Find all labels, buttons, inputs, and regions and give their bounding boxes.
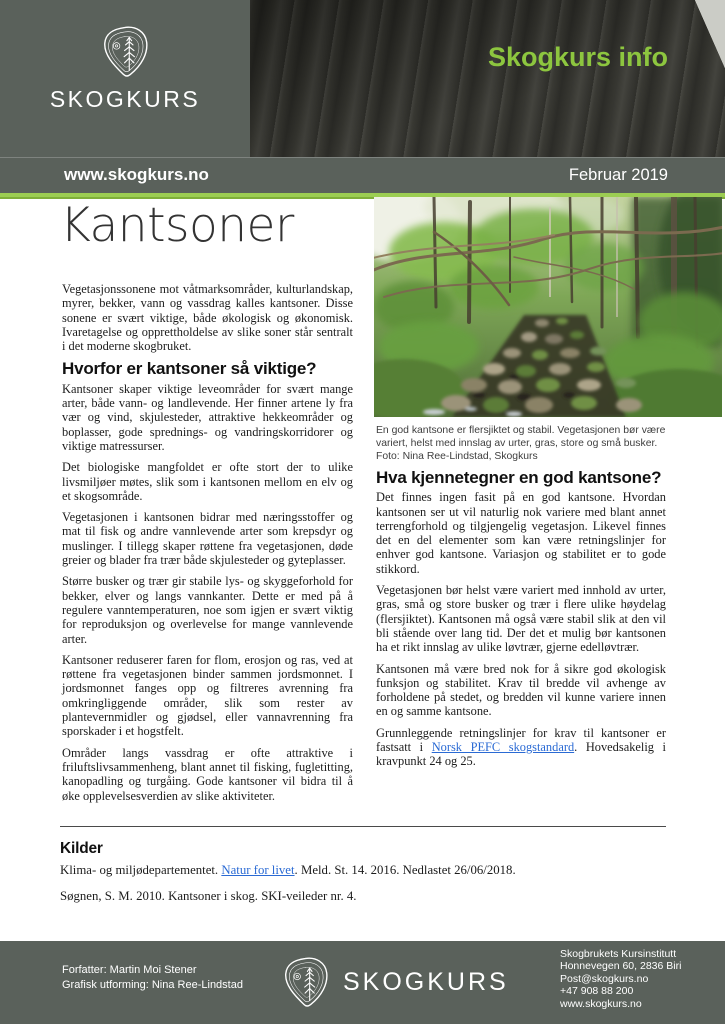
photo-caption: En god kantsone er flersjiktet og stabil. Vegetasjonen bør være variert, helst med innslag av urter, gras, store og små busker. Foto: Nina Ree-Lindstad, Skogkurs xyxy=(376,425,666,462)
pefc-standard-link[interactable]: Norsk PEFC skogstandard xyxy=(431,740,575,755)
newsletter-name: Skogkurs info xyxy=(487,42,668,72)
left-heading: Hvorfor er kantsoner så viktige? xyxy=(62,359,317,379)
wood-corner-highlight xyxy=(695,0,725,68)
contact-line: Skogbrukets Kursinstitutt xyxy=(560,948,677,960)
footer-logo-block xyxy=(283,941,509,1024)
footer-contact xyxy=(560,948,681,1010)
text-run: . Meld. St. 14. 2016. Nedlastet 26/06/2018. xyxy=(294,863,516,877)
paragraph: Større busker og trær gir stabile lys- og skyggeforhold for bekker, elver og langs vannkanter. Dette er med på å regulere vanntemperaturen, noe som igjen er svært viktig for reproduksjon og overlevelse for mange vannlevende arter. xyxy=(62,574,353,646)
issue-date: Februar 2019 xyxy=(568,166,668,184)
header-wood-texture xyxy=(250,0,725,157)
paragraph: Kantsoner reduserer faren for flom, erosjon og ras, ved at røttene fra vegetasjonen binder sammen jordsmonnet. I jordsmonnet fanges opp og filtreres avrenning fra omkringliggende områder, slik som rester av plantevernmidler og gjødsel, eller vannavrenning fra sporskader i et hogstfelt. xyxy=(62,652,353,739)
text-run: . Hovedsakelig i kravpunkt 24 og 25. xyxy=(376,740,666,769)
source-reference: Søgnen, S. M. 2010. Kantsoner i skog. SKI-veileder nr. 4. xyxy=(60,889,357,903)
page-title: Kantsoner xyxy=(60,198,294,253)
website-link[interactable]: www.skogkurs.no xyxy=(64,165,209,184)
paragraph: Det finnes ingen fasit på en god kantsone. Hvordan kantsonen ser ut vil naturlig nok variere med blant annet terrengforhold og tilgjengelig vegetasjon. Likevel finnes det en del elementer som kan være retningslinjer for enhver god kantsone. Variasjon og stabilitet er to gode stikkord. xyxy=(376,490,666,576)
author-credit: Forfatter: Martin Moi Stener xyxy=(62,964,197,976)
paragraph: Det biologiske mangfoldet er ofte stort der to ulike livsmiljøer møtes, slik som i kantsonen mellom en elv og et skogsområde. xyxy=(62,460,353,503)
header-band xyxy=(0,157,725,193)
paragraph: Områder langs vassdrag er ofte attraktive i friluftslivsammenheng, blant annet til fisking, fugletitting, kanopadling og turgåing. Gode kantsoner vil bidra til å øke opplevelsesverdien av slike aktiviteter. xyxy=(62,745,353,803)
paragraph-pefc xyxy=(376,726,666,769)
paragraph: Vegetasjonen i kantsonen bidrar med næringsstoffer og mat til fisk og andre vannlevende arter som krepsdyr og muslinger. I tillegg skaper røttene fra vegetasjonen, døde greier og blader fra trær både skjulesteder og gyteplasser. xyxy=(62,510,353,568)
contact-website[interactable]: www.skogkurs.no xyxy=(560,997,642,1010)
header-logo-block xyxy=(0,0,250,157)
right-heading: Hva kjennetegner en god kantsone? xyxy=(376,468,662,487)
contact-line: Honnevegen 60, 2836 Biri xyxy=(560,960,682,973)
right-column xyxy=(376,468,666,776)
footer-credits xyxy=(62,963,243,993)
sources-heading: Kilder xyxy=(60,840,103,857)
design-credit: Grafisk utforming: Nina Ree-Lindstad xyxy=(62,979,243,991)
skogkurs-logo-icon xyxy=(283,957,329,1008)
contact-phone: +47 908 88 200 xyxy=(560,985,634,998)
logo-wordmark: SKOGKURS xyxy=(343,968,509,996)
logo-wordmark: SKOGKURS xyxy=(49,86,201,112)
text-run: Klima- og miljødepartementet. xyxy=(60,863,222,877)
footer xyxy=(0,941,725,1024)
paragraph: Kantsonen må være bred nok for å sikre god økologisk funksjon og stabilitet. Krav til bredde vil avhenge av forholdene på stedet, og bredden vil kunne variere innen en og samme kantsone. xyxy=(376,661,666,719)
forest-stream-photo xyxy=(374,197,722,417)
contact-email[interactable]: Post@skogkurs.no xyxy=(560,972,649,985)
text-run: Grunnleggende retningslinjer for krav til kantsoner er fastsatt i xyxy=(376,725,666,755)
skogkurs-logo-icon xyxy=(102,26,149,78)
sources-divider xyxy=(60,826,666,827)
left-column xyxy=(62,282,353,810)
natur-for-livet-link[interactable]: Natur for livet xyxy=(221,863,295,877)
paragraph: Kantsoner skaper viktige leveområder for svært mange arter, både vann- og landlevende. Her finner artene ly fra vær og vind, skjulesteder, attraktive hekkeområder og boplasser, gode sprednings- og vandringskorridorer og viktige matressurser. xyxy=(62,381,353,453)
sources-section xyxy=(60,826,666,914)
paragraph: Vegetasjonen bør helst være variert med innhold av urter, gras, små og store busker og trær i flere ulike høydelag (flersjiktet). Kantsonen må også være stabil slik at den vil bli stående over lang tid. Der det et mulig bør kantsonen ha et rikt innslag av ulike løvtrær, gjerne edelløvtrær. xyxy=(376,583,666,655)
intro-paragraph: Vegetasjonssonene mot våtmarksområder, kulturlandskap, myrer, bekker, vann og vassdrag kalles kantsoner. Disse sonene er svært viktige, både økologisk og økonomisk. Ivaretagelse og opprettholdelse av slike soner står sentralt i det moderne skogbruket. xyxy=(62,282,353,354)
source-reference xyxy=(60,862,666,878)
